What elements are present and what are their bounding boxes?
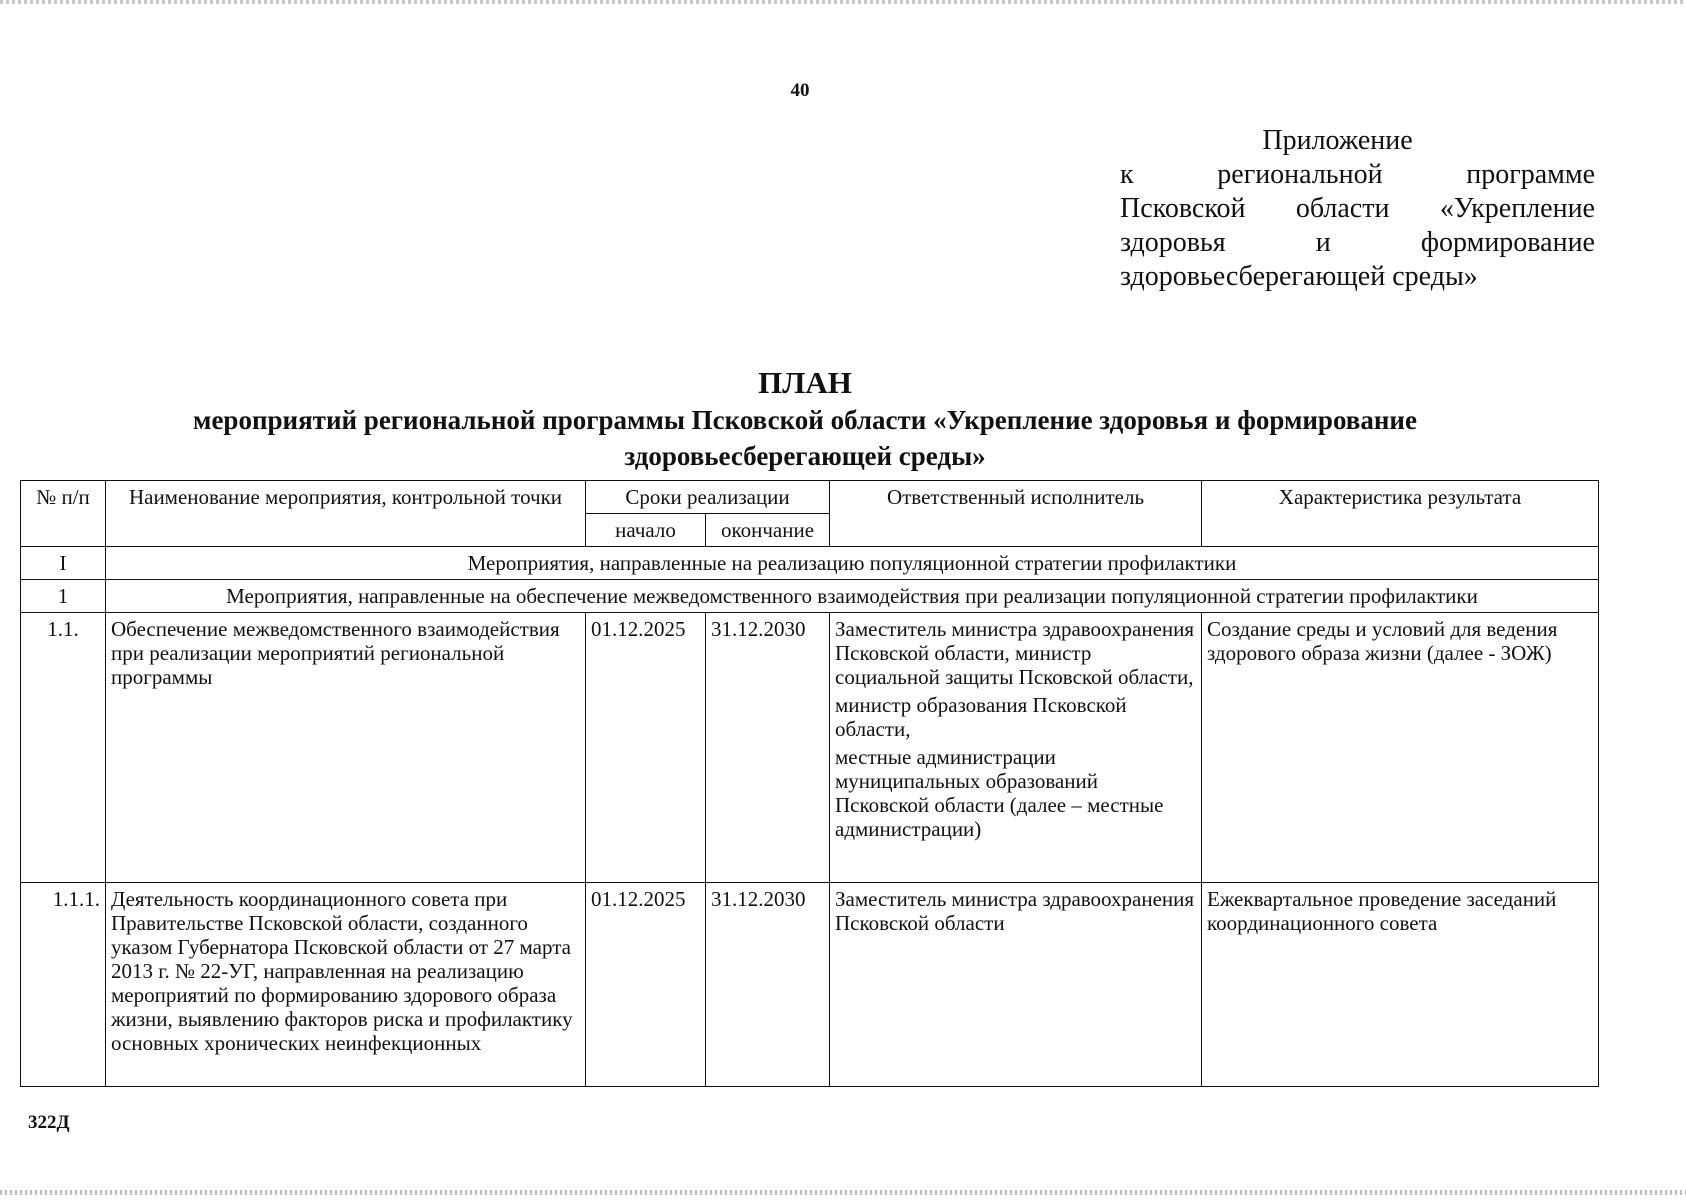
document-heading bbox=[60, 364, 1550, 474]
header-result: Характеристика результата bbox=[1202, 481, 1599, 547]
header-period: Сроки реализации bbox=[586, 481, 830, 514]
row-activity-name: Деятельность координационного совета при Правительстве Псковской области, созданного указом Губернатора Псковской области от 27 марта 2013 г. № 22-УГ, направленная на реализацию мероприятий по формированию здорового образа жизни, выявлению факторов риска и профилактику основных хронических неинфекционных bbox=[106, 883, 586, 1087]
executor-paragraph: министр образования Псковской области, bbox=[835, 693, 1127, 741]
header-end: окончание bbox=[706, 514, 830, 547]
section-number: 1 bbox=[21, 580, 106, 613]
row-activity-name: Обеспечение межведомственного взаимодействия при реализации мероприятий региональной программы bbox=[106, 613, 586, 883]
plan-subtitle-line1: мероприятий региональной программы Псковской области «Укрепление здоровья и формирование bbox=[193, 405, 1417, 435]
section-title: Мероприятия, направленные на реализацию популяционной стратегии профилактики bbox=[106, 547, 1599, 580]
row-start-date: 01.12.2025 bbox=[586, 883, 706, 1087]
section-row bbox=[21, 580, 1599, 613]
table-row bbox=[21, 613, 1599, 883]
row-number: 1.1. bbox=[21, 613, 106, 883]
appendix-block bbox=[1120, 124, 1595, 294]
scan-edge-top bbox=[0, 0, 1686, 4]
section-row bbox=[21, 547, 1599, 580]
section-number: I bbox=[21, 547, 106, 580]
appendix-line: здоровьесберегающей среды» bbox=[1120, 261, 1478, 292]
section-title: Мероприятия, направленные на обеспечение межведомственного взаимодействия при реализации популяционной стратегии профилактики bbox=[106, 580, 1599, 613]
document-code: 322Д bbox=[28, 1112, 70, 1133]
appendix-line: Псковской области «Укрепление bbox=[1120, 193, 1595, 224]
row-executor bbox=[830, 613, 1202, 883]
plan-title: ПЛАН bbox=[758, 365, 852, 400]
executor-paragraph: Заместитель министра здравоохранения Псковской области, министр социальной защиты Псковской области, bbox=[835, 617, 1195, 689]
scan-edge-bottom bbox=[0, 1190, 1686, 1195]
appendix-title: Приложение bbox=[1262, 125, 1413, 156]
table-row bbox=[21, 883, 1599, 1087]
page-number: 40 bbox=[790, 80, 810, 101]
appendix-line: к региональной программе bbox=[1120, 159, 1595, 190]
row-end-date: 31.12.2030 bbox=[706, 613, 830, 883]
row-executor bbox=[830, 883, 1202, 1087]
header-start: начало bbox=[586, 514, 706, 547]
header-executor: Ответственный исполнитель bbox=[830, 481, 1202, 547]
row-number: 1.1.1. bbox=[21, 883, 106, 1087]
header-name: Наименование мероприятия, контрольной точки bbox=[106, 481, 586, 547]
plan-subtitle-line2: здоровьесберегающей среды» bbox=[624, 441, 986, 471]
appendix-line: здоровья и формирование bbox=[1120, 227, 1595, 258]
executor-paragraph: местные администрации муниципальных образований Псковской области (далее – местные администрации) bbox=[835, 745, 1164, 841]
table-header-row bbox=[21, 481, 1599, 514]
row-start-date: 01.12.2025 bbox=[586, 613, 706, 883]
row-result: Ежеквартальное проведение заседаний координационного совета bbox=[1202, 883, 1599, 1087]
header-num: № п/п bbox=[21, 481, 106, 547]
executor-paragraph: Заместитель министра здравоохранения Псковской области bbox=[835, 887, 1195, 935]
row-result: Создание среды и условий для ведения здорового образа жизни (далее - ЗОЖ) bbox=[1202, 613, 1599, 883]
plan-table bbox=[20, 480, 1599, 1087]
row-end-date: 31.12.2030 bbox=[706, 883, 830, 1087]
